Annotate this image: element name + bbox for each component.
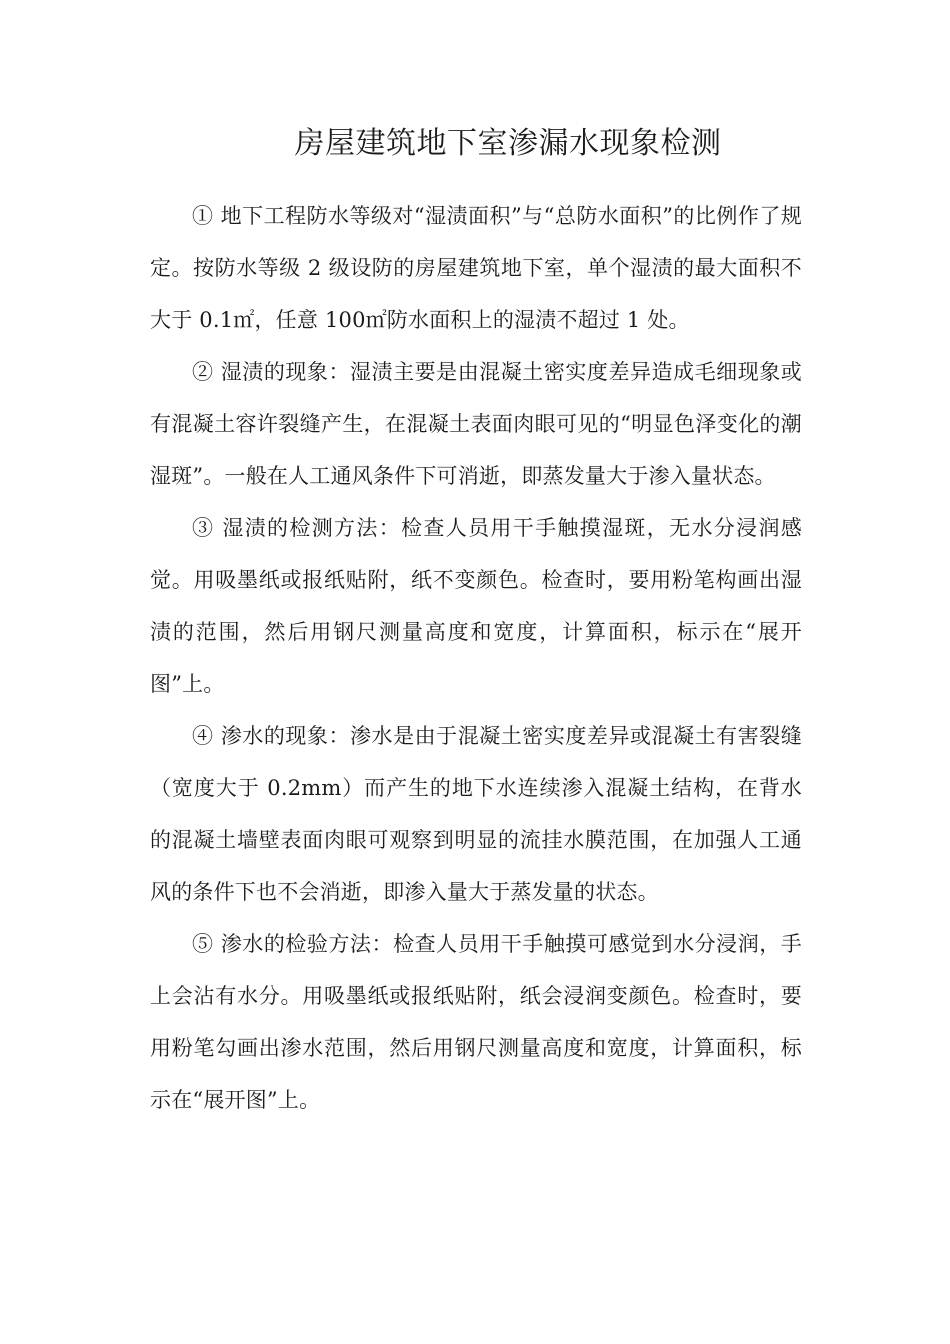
paragraph-2: ② 湿渍的现象：湿渍主要是由混凝土密实度差异造成毛细现象或有混凝土容许裂缝产生，在混凝土表面肉眼可见的“明显色泽变化的潮湿斑”。一般在人工通风条件下可消逝，即蒸发量大于渗入量状态。 bbox=[150, 360, 802, 488]
paragraph-4: ④ 渗水的现象：渗水是由于混凝土密实度差异或混凝土有害裂缝（宽度大于 0.2mm）而产生的地下水连续渗入混凝土结构，在背水的混凝土墙壁表面肉眼可观察到明显的流挂水膜范围，在加强人工通风的条件下也不会消逝，即渗入量大于蒸发量的状态。 bbox=[150, 724, 802, 904]
document-title: 房屋建筑地下室渗漏水现象检测 bbox=[294, 126, 722, 161]
paragraph-5: ⑤ 渗水的检验方法：检查人员用干手触摸可感觉到水分浸润，手上会沾有水分。用吸墨纸或报纸贴附，纸会浸润变颜色。检查时，要用粉笔勾画出渗水范围，然后用钢尺测量高度和宽度，计算面积，标示在“展开图”上。 bbox=[150, 932, 802, 1112]
paragraph-1: ① 地下工程防水等级对“湿渍面积”与“总防水面积”的比例作了规定。按防水等级 2 级设防的房屋建筑地下室，单个湿渍的最大面积不大于 0.1㎡，任意 100㎡防水面积上的湿渍不超过 1 处。 bbox=[150, 204, 802, 332]
document-body bbox=[150, 190, 802, 1126]
paragraph-3: ③ 湿渍的检测方法：检查人员用干手触摸湿斑，无水分浸润感觉。用吸墨纸或报纸贴附，纸不变颜色。检查时，要用粉笔构画出湿渍的范围，然后用钢尺测量高度和宽度，计算面积，标示在“展开图”上。 bbox=[150, 516, 802, 696]
